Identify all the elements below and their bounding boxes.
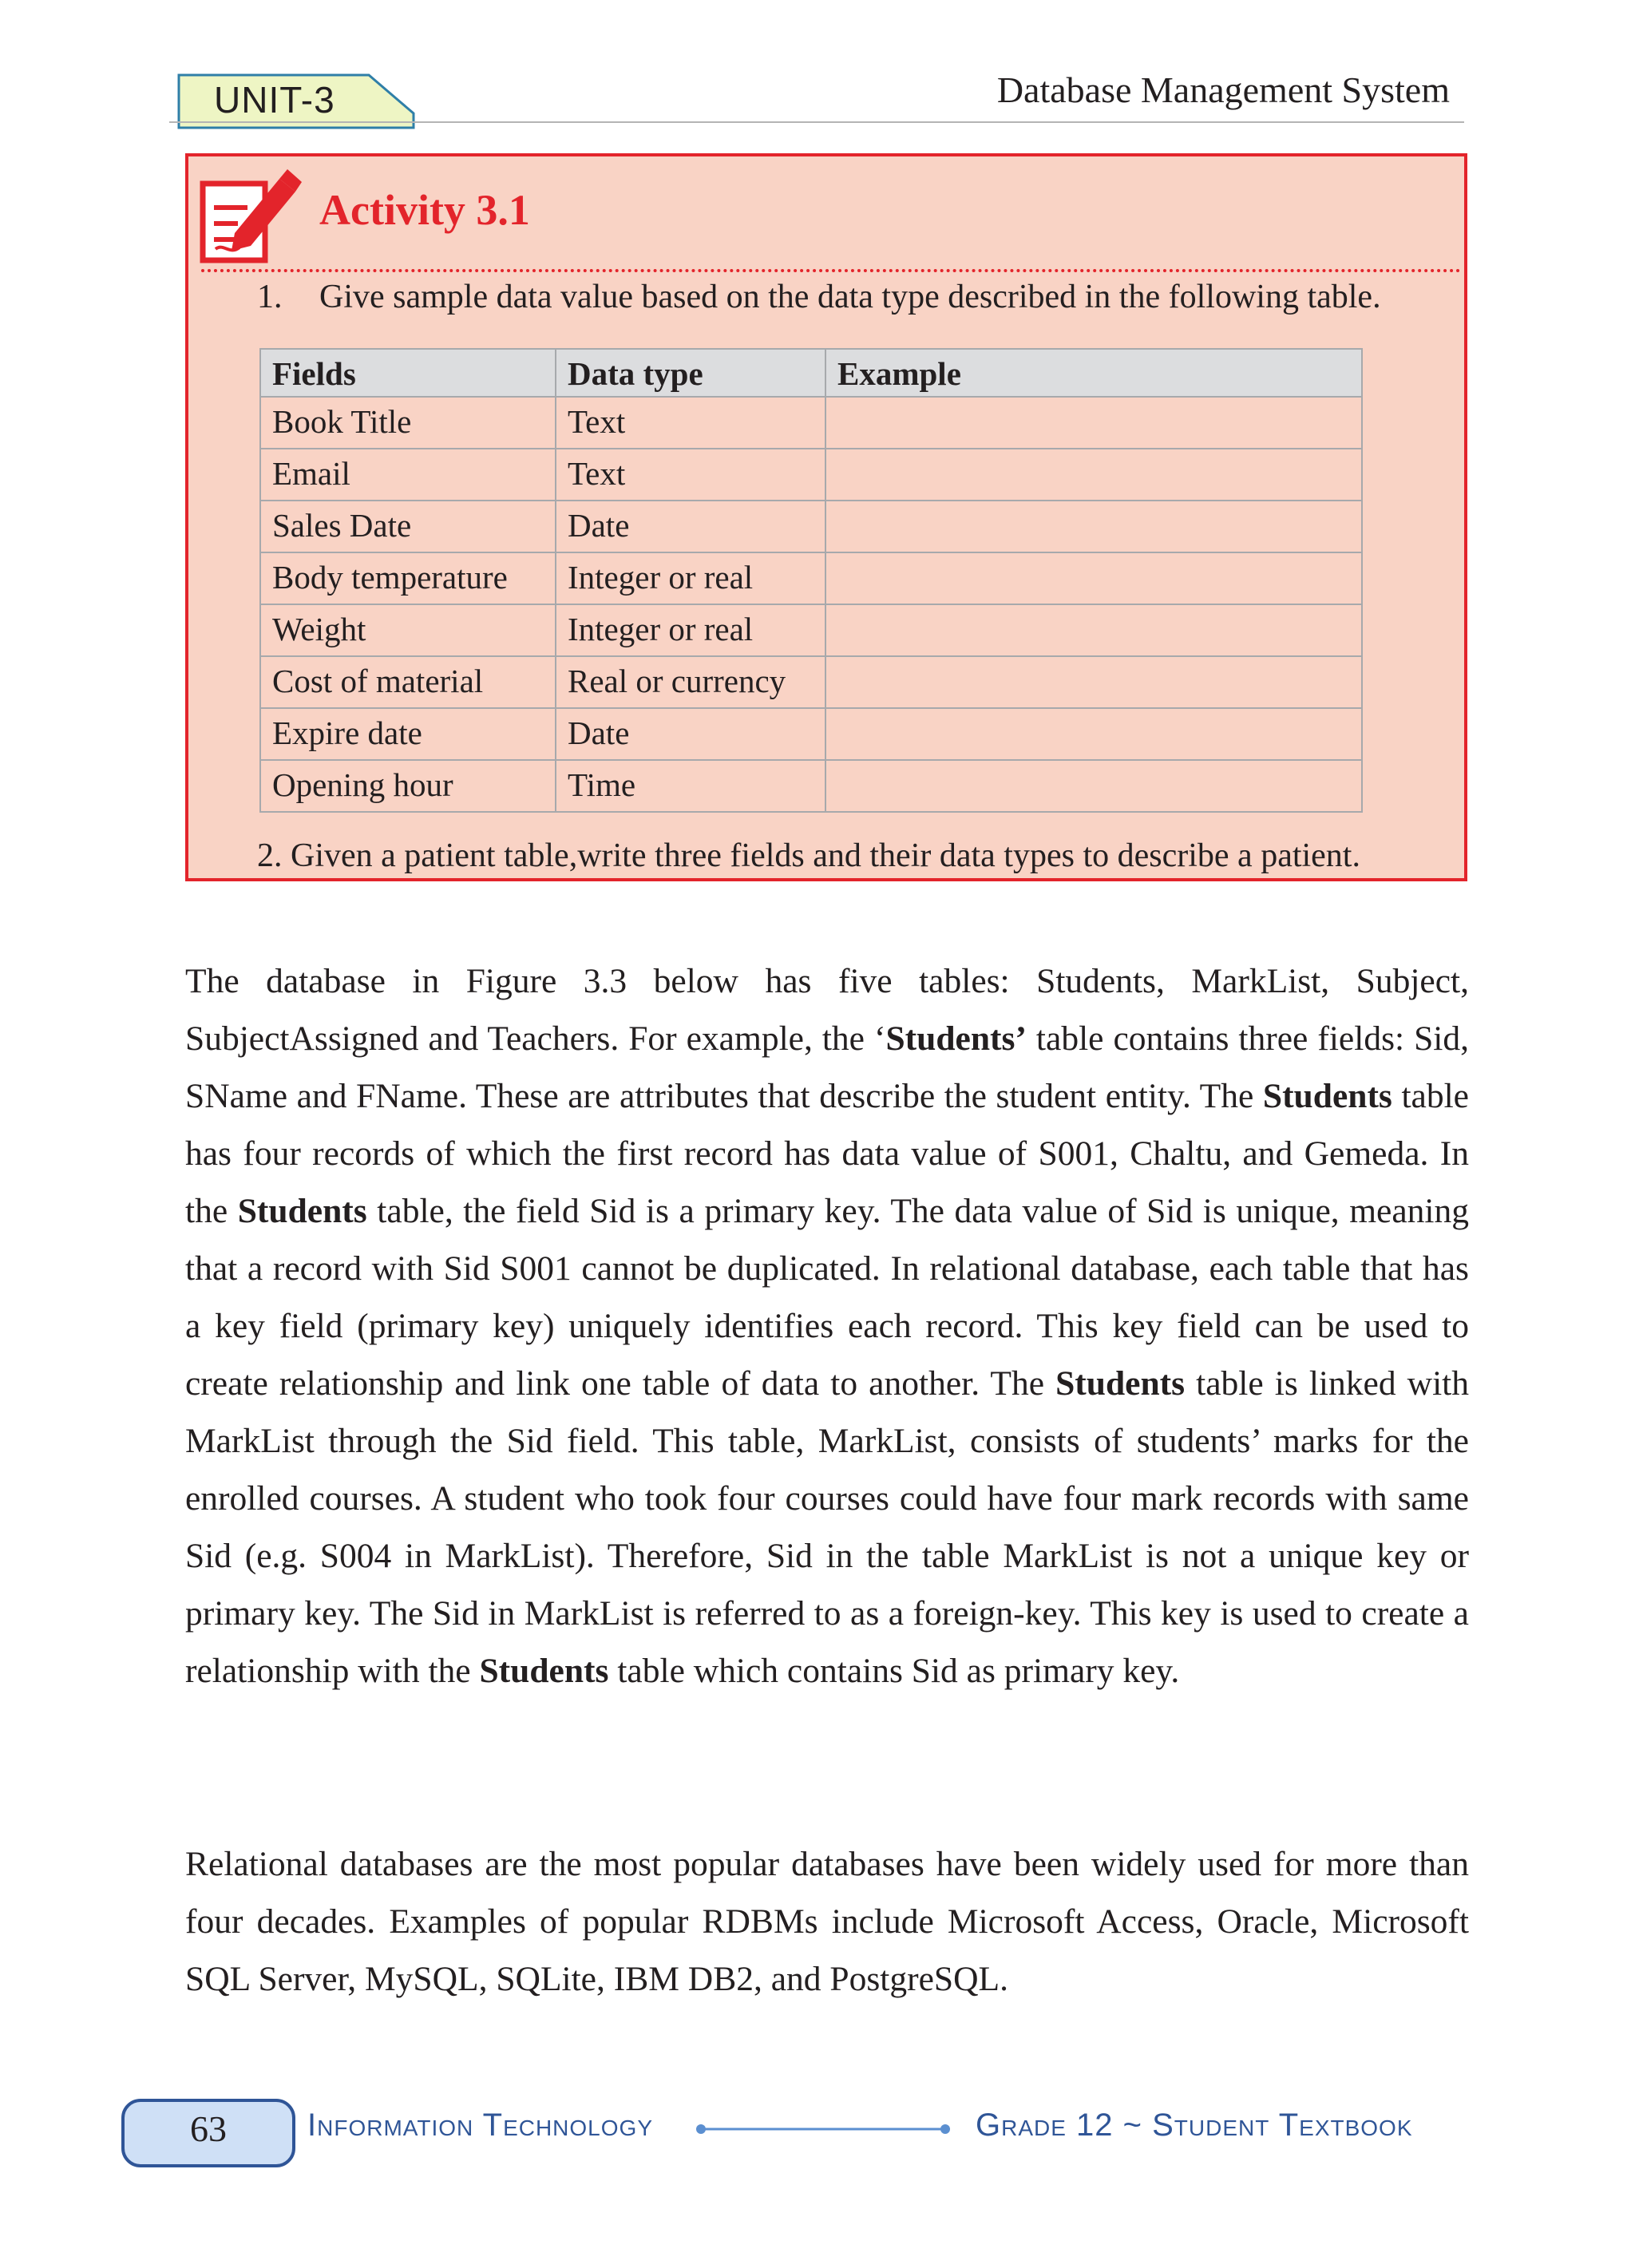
example-cell (825, 656, 1362, 708)
page-number: 63 (190, 2108, 227, 2149)
data-type-cell: Text (556, 397, 825, 449)
field-cell: Cost of material (260, 656, 556, 708)
example-cell (825, 552, 1362, 604)
data-type-cell: Text (556, 449, 825, 501)
data-type-cell: Time (556, 760, 825, 812)
bold-term: Students (479, 1652, 609, 1690)
data-type-cell: Real or currency (556, 656, 825, 708)
data-type-cell: Integer or real (556, 604, 825, 656)
header-fields: Fields (260, 349, 556, 397)
table-row (260, 708, 1362, 760)
footer-connector-line (695, 2123, 952, 2135)
table-header-row (260, 349, 1362, 397)
bold-term: Students’ (885, 1019, 1027, 1058)
header-rule (169, 121, 1464, 123)
header-data-type: Data type (556, 349, 825, 397)
table-row (260, 552, 1362, 604)
table-row (260, 760, 1362, 812)
data-type-table (259, 348, 1363, 813)
table-row (260, 449, 1362, 501)
header-example: Example (825, 349, 1362, 397)
footer-grade: Grade 12 ~ Student Textbook (976, 2108, 1413, 2143)
example-cell (825, 760, 1362, 812)
field-cell: Book Title (260, 397, 556, 449)
field-cell: Body temperature (260, 552, 556, 604)
data-type-cell: Date (556, 708, 825, 760)
text-run: The database in Figure 3.3 below has five tables: Students, MarkList, Subject, SubjectAssigned and Teachers. For example, the ‘ (185, 962, 1469, 1058)
question-1-number: 1. (257, 279, 283, 315)
activity-title: Activity 3.1 (319, 186, 530, 234)
example-cell (825, 501, 1362, 552)
example-cell (825, 708, 1362, 760)
activity-pencil-icon (200, 166, 302, 263)
question-2: 2. Given a patient table,write three fields and their data types to describe a patient. (257, 837, 1360, 874)
data-type-cell: Date (556, 501, 825, 552)
example-cell (825, 449, 1362, 501)
question-1-text: Give sample data value based on the data type described in the following table. (319, 279, 1381, 315)
field-cell: Opening hour (260, 760, 556, 812)
data-type-cell: Integer or real (556, 552, 825, 604)
bold-term: Students (1262, 1077, 1392, 1115)
text-run: table contains three fields: Sid, SName and FName. These are attributes that describe the student entity. The (185, 1019, 1469, 1115)
field-cell: Weight (260, 604, 556, 656)
text-run: table which contains Sid as primary key. (608, 1652, 1180, 1690)
field-cell: Sales Date (260, 501, 556, 552)
question-1 (257, 278, 1381, 316)
footer-subject: Information Technology (307, 2108, 653, 2143)
table-row (260, 656, 1362, 708)
activity-divider (201, 269, 1461, 272)
text-run: table has four records of which the first record has data value of S001, Chaltu, and Gemeda. In the (185, 1077, 1469, 1230)
example-cell (825, 397, 1362, 449)
field-cell: Expire date (260, 708, 556, 760)
body-paragraph-1 (185, 952, 1469, 1700)
running-title: Database Management System (996, 69, 1450, 110)
body-paragraph-2: Relational databases are the most popular databases have been widely used for more than four decades. Examples of popular RDBMs include Microsoft Access, Oracle, Microsoft SQL Server, MySQL, SQLite, IBM DB2, and PostgreSQL. (185, 1845, 1469, 1998)
field-cell: Email (260, 449, 556, 501)
text-run: table is linked with MarkList through the Sid field. This table, MarkList, consists of students’ marks for the enrolled courses. A student who took four courses could have four mark records with same Sid (e.g. S004 in MarkList). Therefore, Sid in the table MarkList is not a unique key or primary key. The Sid in MarkList is referred to as a foreign-key. This key is used to create a relationship with the (185, 1364, 1469, 1690)
example-cell (825, 604, 1362, 656)
text-run: table, the field Sid is a primary key. The data value of Sid is unique, meaning that a record with Sid S001 cannot be duplicated. In relational database, each table that has a key field (primary key) uniquely identifies each record. This key field can be used to create relationship and link one table of data to another. The (185, 1192, 1469, 1403)
unit-label: UNIT-3 (214, 79, 335, 121)
bold-term: Students (1055, 1364, 1186, 1403)
table-row (260, 397, 1362, 449)
table-row (260, 604, 1362, 656)
bold-term: Students (237, 1192, 367, 1230)
table-row (260, 501, 1362, 552)
